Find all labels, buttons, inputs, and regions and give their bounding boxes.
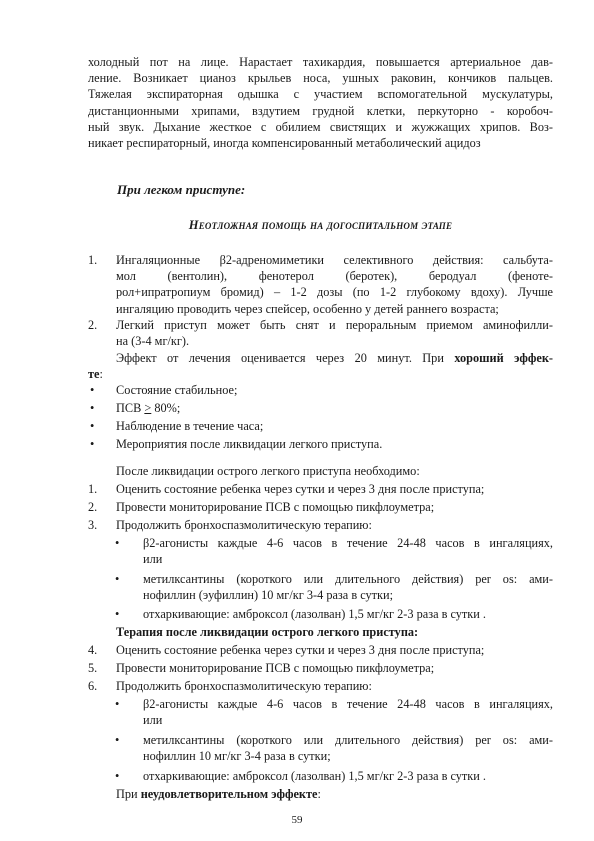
- item-text: Продолжить бронхоспазмолитическую терапию:: [116, 518, 372, 532]
- sub-list-item: [115, 571, 553, 603]
- list-item: [88, 418, 553, 434]
- intro-line: дистанционными хрипами, вздутием грудной клетки, перкуторно - коробоч-: [88, 103, 553, 118]
- bullet-marker: •: [115, 697, 120, 711]
- sub-line: или: [143, 552, 163, 567]
- intro-line: ный звук. Дыхание жесткое с обилием свистящих и жужжащих хрипов. Воз-: [88, 119, 553, 134]
- sub-list-item: [115, 535, 553, 567]
- item-text: Оценить состояние ребенка через сутки и через 3 дня после приступа;: [116, 643, 485, 657]
- intro-line: ление. Возникает цианоз крыльев носа, ушных раковин, кончиков пальцев.: [88, 71, 553, 86]
- bullet-text: Состояние стабильное;: [116, 383, 238, 397]
- intro-line: никает респираторный, иногда компенсированный метаболический ацидоз: [88, 136, 481, 151]
- item-line: на (3-4 мг/кг).: [116, 334, 190, 349]
- psv-label: ПСВ: [116, 401, 145, 415]
- effect-line: [88, 366, 553, 382]
- effect-text: Эффект от лечения оценивается через 20 минут. При: [116, 351, 455, 365]
- unsatisfactory-pre: При: [116, 787, 141, 801]
- sub-list-item: [115, 606, 553, 622]
- item-line: рол+ипратропиум бромид) – 1-2 дозы (по 1-2 глубокому вдоху). Лучше: [116, 285, 553, 300]
- intro-line: холодный пот на лице. Нарастает тахикардия, повышается артериальное дав-: [88, 55, 553, 69]
- bullet-text: [116, 400, 553, 416]
- item-line: Легкий приступ может быть снят и пероральным приемом аминофилли-: [116, 318, 553, 332]
- item-text: Провести мониторирование ПСВ с помощью пикфлоуметра;: [116, 500, 435, 514]
- list-item: [88, 678, 553, 694]
- unsatisfactory-post: :: [317, 787, 321, 801]
- sub-line: отхаркивающие: амброксол (лазолван) 1,5 мг/кг 2-3 раза в сутки .: [143, 607, 487, 621]
- item-number: 6.: [88, 679, 98, 693]
- sub-list-item: [115, 732, 553, 764]
- bullet-marker: •: [115, 733, 120, 747]
- item-text: Продолжить бронхоспазмолитическую терапию:: [116, 679, 372, 693]
- bullet-marker: •: [90, 401, 95, 415]
- effect-paragraph: [88, 350, 553, 382]
- bullet-text: Мероприятия после ликвидации легкого приступа.: [116, 437, 383, 451]
- list-item: [88, 660, 553, 676]
- effect-colon: :: [99, 367, 103, 382]
- bullet-marker: •: [115, 572, 120, 586]
- bullet-marker: •: [90, 419, 95, 433]
- gte-sign: >: [144, 401, 152, 415]
- therapy-heading: Терапия после ликвидации острого легкого приступа:: [116, 625, 419, 639]
- sub-list-item: [115, 768, 553, 784]
- item-line: Ингаляционные β2-адреномиметики селективного действия: сальбута-: [116, 253, 553, 267]
- list-item: [88, 642, 553, 658]
- item-number: 1.: [88, 482, 98, 496]
- sub-line: β2-агонисты каждые 4-6 часов в течение 24-48 часов в ингаляциях,: [143, 697, 553, 711]
- list-item: [88, 400, 553, 416]
- intro-line: Тяжелая экспираторная одышка с участием вспомогательной мускулатуры,: [88, 87, 553, 102]
- bullet-marker: •: [115, 536, 120, 550]
- sub-line: β2-агонисты каждые 4-6 часов в течение 24-48 часов в ингаляциях,: [143, 536, 553, 550]
- effect-bold: хороший эффек-: [454, 351, 553, 365]
- bullet-marker: •: [115, 607, 120, 621]
- subheading: Неотложная помощь на догоспитальном этапе: [188, 218, 453, 232]
- unsatisfactory-line: [88, 786, 581, 802]
- item-number: 5.: [88, 661, 98, 675]
- list-item: [88, 436, 553, 452]
- section-heading: При легком приступе:: [117, 182, 246, 197]
- item-number: 1.: [88, 253, 98, 267]
- item-text: Оценить состояние ребенка через сутки и через 3 дня после приступа;: [116, 482, 485, 496]
- intro-paragraph: [88, 54, 553, 151]
- page-number: 59: [291, 814, 303, 826]
- bullet-marker: •: [90, 437, 95, 451]
- item-line: мол (вентолин), фенотерол (беротек), беродуал (феноте-: [116, 269, 553, 284]
- item-number: 4.: [88, 643, 98, 657]
- item-number: 2.: [88, 318, 98, 332]
- list-item: [88, 317, 553, 349]
- bullet-text: Наблюдение в течение часа;: [116, 419, 264, 433]
- sub-list-item: [115, 696, 553, 728]
- list-item: [88, 382, 553, 398]
- bullet-marker: •: [115, 769, 120, 783]
- effect-line: [88, 350, 553, 366]
- item-line: ингаляцию проводить через спейсер, особенно у детей раннего возраста;: [116, 301, 499, 316]
- list-item: [88, 517, 553, 533]
- after-attack-text: После ликвидации острого легкого приступа необходимо:: [116, 464, 420, 478]
- list-item: [88, 499, 553, 515]
- sub-line: нофиллин (эуфиллин) 10 мг/кг 3-4 раза в сутки;: [143, 588, 393, 603]
- list-item: [88, 252, 553, 317]
- item-text: Провести мониторирование ПСВ с помощью пикфлоуметра;: [116, 661, 435, 675]
- sub-line: или: [143, 713, 163, 728]
- psv-value: 80%;: [151, 401, 181, 415]
- sub-line: метилксантины (короткого или длительного действия) per os: ами-: [143, 733, 553, 747]
- effect-bold: те: [88, 367, 100, 382]
- bullet-marker: •: [90, 383, 95, 397]
- item-number: 3.: [88, 518, 98, 532]
- sub-line: нофиллин 10 мг/кг 3-4 раза в сутки;: [143, 749, 331, 764]
- sub-line: отхаркивающие: амброксол (лазолван) 1,5 мг/кг 2-3 раза в сутки .: [143, 769, 487, 783]
- unsatisfactory-bold: неудовлетворительном эффекте: [140, 787, 318, 801]
- list-item: [88, 481, 553, 497]
- item-number: 2.: [88, 500, 98, 514]
- sub-line: метилксантины (короткого или длительного действия) per os: ами-: [143, 572, 553, 586]
